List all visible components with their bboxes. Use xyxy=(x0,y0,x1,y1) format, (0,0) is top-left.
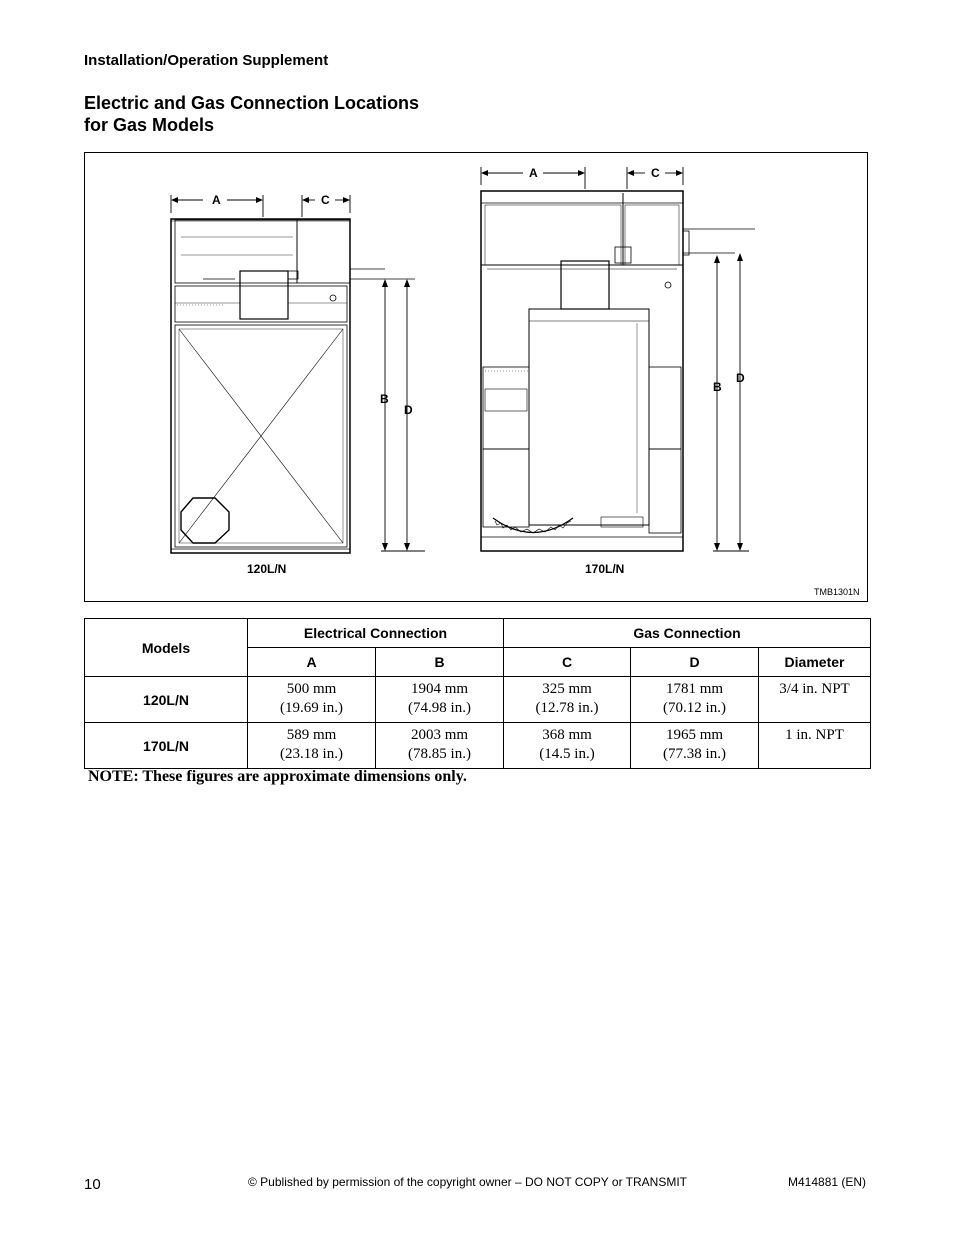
machine-120-drawing xyxy=(171,219,415,553)
dim-label-c-170: C xyxy=(651,166,660,180)
dim-label-a-170: A xyxy=(529,166,538,180)
header-label: Installation/Operation Supplement xyxy=(84,52,329,69)
cell-diameter: 1 in. NPT xyxy=(759,723,871,769)
approximate-note: NOTE: These figures are approximate dimensions only. xyxy=(88,768,467,785)
cell-b: 2003 mm (78.85 in.) xyxy=(376,723,504,769)
cell-c: 368 mm (14.5 in.) xyxy=(504,723,631,769)
header-b: B xyxy=(376,648,504,677)
figure-ref-code: TMB1301N xyxy=(814,587,860,597)
document-id: M414881 (EN) xyxy=(788,1175,867,1189)
header-c: C xyxy=(504,648,631,677)
header-diameter: Diameter xyxy=(759,648,871,677)
cell-c: 325 mm (12.78 in.) xyxy=(504,677,631,723)
dim-label-b-120: B xyxy=(380,392,389,406)
machine-170-drawing xyxy=(481,191,755,551)
dimension-lines-170 xyxy=(481,167,749,551)
header-a: A xyxy=(248,648,376,677)
cell-a: 589 mm (23.18 in.) xyxy=(248,723,376,769)
connection-diagram xyxy=(84,152,868,602)
cell-b: 1904 mm (74.98 in.) xyxy=(376,677,504,723)
caption-120: 120L/N xyxy=(247,562,287,576)
diagram-drawing xyxy=(85,153,869,603)
title-line-2: for Gas Models xyxy=(84,115,215,135)
dim-label-d-170: D xyxy=(736,371,745,385)
dimension-arrowheads xyxy=(171,170,743,551)
dim-label-a-120: A xyxy=(212,193,221,207)
header-gas: Gas Connection xyxy=(504,619,871,648)
table-row xyxy=(85,677,871,723)
table-row xyxy=(85,723,871,769)
page-title xyxy=(84,92,419,136)
header-models: Models xyxy=(85,619,248,677)
dim-label-d-120: D xyxy=(404,403,413,417)
table-header-row xyxy=(85,619,871,648)
caption-170: 170L/N xyxy=(585,562,625,576)
header-d: D xyxy=(631,648,759,677)
cell-diameter: 3/4 in. NPT xyxy=(759,677,871,723)
cell-d: 1965 mm (77.38 in.) xyxy=(631,723,759,769)
dim-label-b-170: B xyxy=(713,380,722,394)
cell-a: 500 mm (19.69 in.) xyxy=(248,677,376,723)
dim-label-c-120: C xyxy=(321,193,330,207)
cell-d: 1781 mm (70.12 in.) xyxy=(631,677,759,723)
connection-table xyxy=(84,618,871,769)
row-model: 120L/N xyxy=(85,677,248,723)
title-line-1: Electric and Gas Connection Locations xyxy=(84,93,420,113)
header-electrical: Electrical Connection xyxy=(248,619,504,648)
row-model: 170L/N xyxy=(85,723,248,769)
copyright-notice: © Published by permission of the copyright owner – DO NOT COPY or TRANSMIT xyxy=(248,1175,688,1189)
page-number: 10 xyxy=(84,1176,101,1193)
